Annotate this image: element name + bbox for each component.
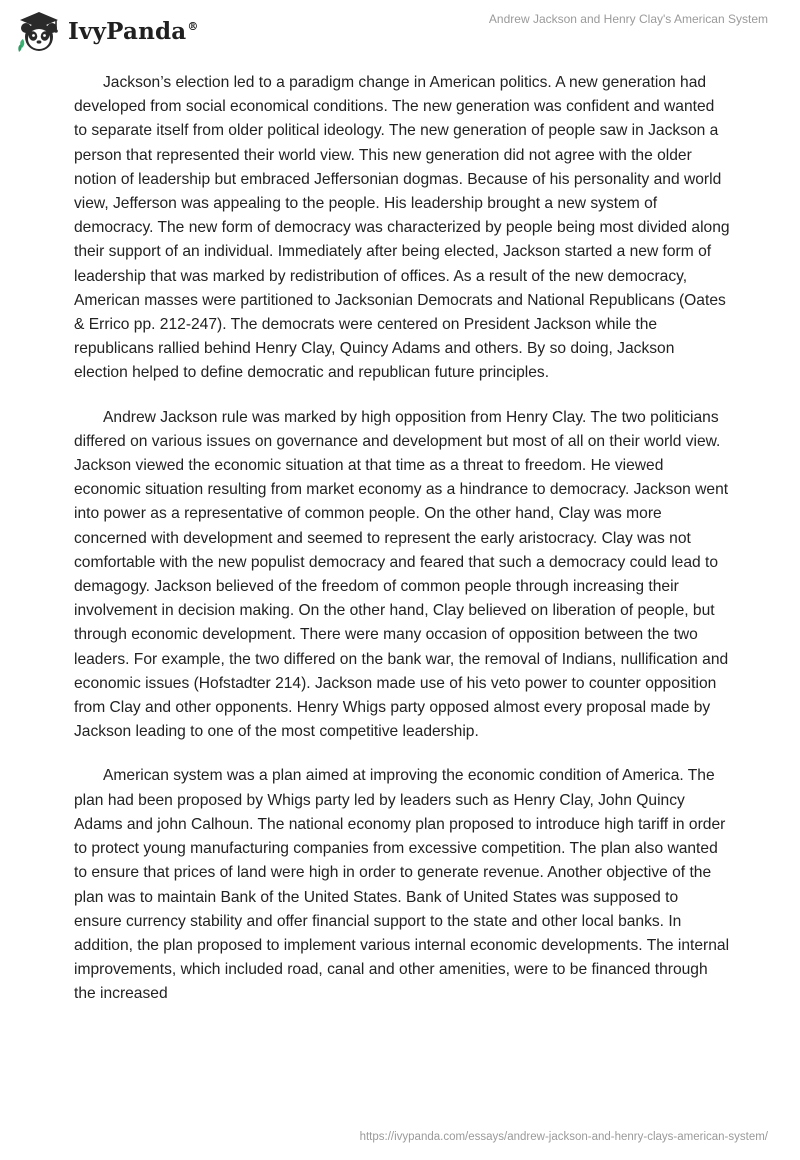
source-url[interactable]: https://ivypanda.com/essays/andrew-jackson-and-henry-clays-american-system/ xyxy=(359,1131,768,1143)
document-title: Andrew Jackson and Henry Clay's American System xyxy=(488,12,768,26)
registered-mark: ® xyxy=(187,19,199,33)
panda-graduate-icon xyxy=(16,8,62,54)
page-header xyxy=(0,0,800,60)
brand-logo[interactable] xyxy=(16,8,199,54)
paragraph: American system was a plan aimed at improving the economic condition of America. The plan had been proposed by Whigs party led by leaders such as Henry Clay, John Quincy Adams and john Calhoun. The national economy plan proposed to introduce high tariff in order to protect young manufacturing companies from excessive competition. The plan also wanted to ensure that prices of land were high in order to generate revenue. Another objective of the plan was to maintain Bank of the United States. Bank of United States was supposed to ensure currency stability and offer financial support to the state and other local banks. In addition, the plan proposed to implement various internal economic developments. The internal improvements, which included road, canal and other amenities, were to be financed through the increased xyxy=(74,767,730,1003)
paragraph: Andrew Jackson rule was marked by high opposition from Henry Clay. The two politicians differed on various issues on governance and development but most of all on their world view. Jackson viewed the economic situation at that time as a threat to freedom. He viewed economic situation resulting from market economy as a hindrance to democracy. Jackson went into power as a representative of common people. On the other hand, Clay was more concerned with development and seemed to represent the early aristocracy. Clay was not comfortable with the new populist democracy and feared that such a democracy could lead to demagogy. Jackson believed of the freedom of common people through increasing their involvement in decision making. On the other hand, Clay believed on liberation of people, but through economic development. There were many occasion of opposition between the two leaders. For example, the two differed on the bank war, the removal of Indians, nullification and economic issues (Hofstadter 214). Jackson made use of his veto power to counter opposition from Clay and other opponents. Henry Whigs party opposed almost every proposal made by Jackson leading to one of the most competitive leadership. xyxy=(74,408,729,741)
paragraph: Jackson’s election led to a paradigm change in American politics. A new generation had developed from social economical conditions. The new generation was confident and wanted to separate itself from older political ideology. The new generation of people saw in Jackson a person that represented their world view. This new generation did not agree with the older notion of leadership but embraced Jeffersonian dogmas. Because of his personality and world view, Jefferson was appealing to the people. His leadership brought a new system of democracy. The new form of democracy was characterized by people being most divided along their support of an individual. Immediately after being elected, Jackson started a new form of leadership that was marked by redistribution of offices. As a result of the new democracy, American masses were partitioned to Jacksonian Democrats and National Republicans (Oates & Errico pp. 212-247). The democrats were centered on President Jackson while the republicans rallied behind Henry Clay, Quincy Adams and others. By so doing, Jackson election helped to define democratic and republican future principles. xyxy=(74,74,730,382)
brand-name: IvyPanda® xyxy=(68,17,199,45)
essay-body xyxy=(74,71,730,1027)
